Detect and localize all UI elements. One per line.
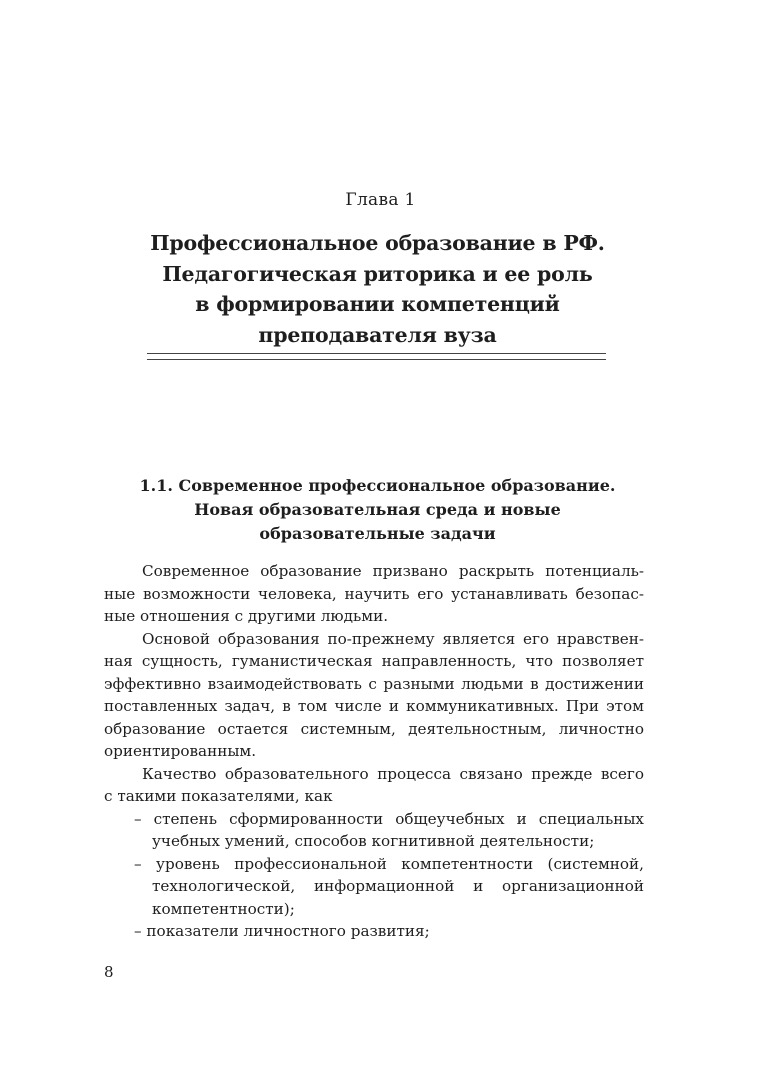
paragraph-line: Качество образовательного процесса связано прежде всего bbox=[142, 764, 644, 783]
chapter-title bbox=[110, 228, 645, 350]
paragraph-line: эффективно взаимодействовать с разными людьми в достижении bbox=[104, 674, 644, 693]
paragraph-line: образование остается системным, деятельностным, личностно bbox=[104, 719, 644, 738]
list-item-line: – показатели личностного развития; bbox=[134, 922, 430, 940]
chapter-title-line: в формировании компетенций bbox=[195, 292, 560, 316]
paragraph-line: поставленных задач, в том числе и коммуникативных. При этом bbox=[104, 697, 644, 715]
paragraph-line: ная сущность, гуманистическая направленность, что позволяет bbox=[104, 652, 644, 670]
list-item-line: – уровень профессиональной компетентности (системной, bbox=[134, 854, 644, 873]
chapter-title-line: преподавателя вуза bbox=[258, 322, 497, 347]
section-title-line: образовательные задачи bbox=[259, 524, 496, 543]
paragraph-line: с такими показателями, как bbox=[104, 787, 333, 805]
paragraph-line: ные возможности человека, научить его устанавливать безопас- bbox=[104, 584, 644, 603]
page-number: 8 bbox=[104, 963, 114, 981]
body-text bbox=[104, 560, 644, 943]
double-rule-divider bbox=[147, 353, 606, 360]
section-title-line: 1.1. Современное профессиональное образование. bbox=[139, 476, 616, 495]
chapter-title-line: Педагогическая риторика и ее роль bbox=[162, 261, 593, 286]
paragraph-line: Основой образования по-прежнему является его нравствен- bbox=[142, 629, 644, 648]
section-title-line: Новая образовательная среда и новые bbox=[194, 500, 561, 519]
chapter-title-line: Профессиональное образование в РФ. bbox=[150, 231, 605, 255]
chapter-label: Глава 1 bbox=[345, 190, 416, 210]
list-item-line: технологической, информационной и организационной bbox=[152, 877, 644, 895]
paragraph-line: ные отношения с другими людьми. bbox=[104, 607, 389, 625]
paragraph-line: Современное образование призвано раскрыть потенциаль- bbox=[142, 562, 644, 580]
list-item-line: – степень сформированности общеучебных и специальных bbox=[134, 809, 644, 828]
section-title bbox=[100, 474, 655, 546]
list-item-line: учебных умений, способов когнитивной деятельности; bbox=[152, 832, 595, 850]
list-item-line: компетентности); bbox=[152, 899, 295, 918]
paragraph-line: ориентированным. bbox=[104, 742, 257, 760]
